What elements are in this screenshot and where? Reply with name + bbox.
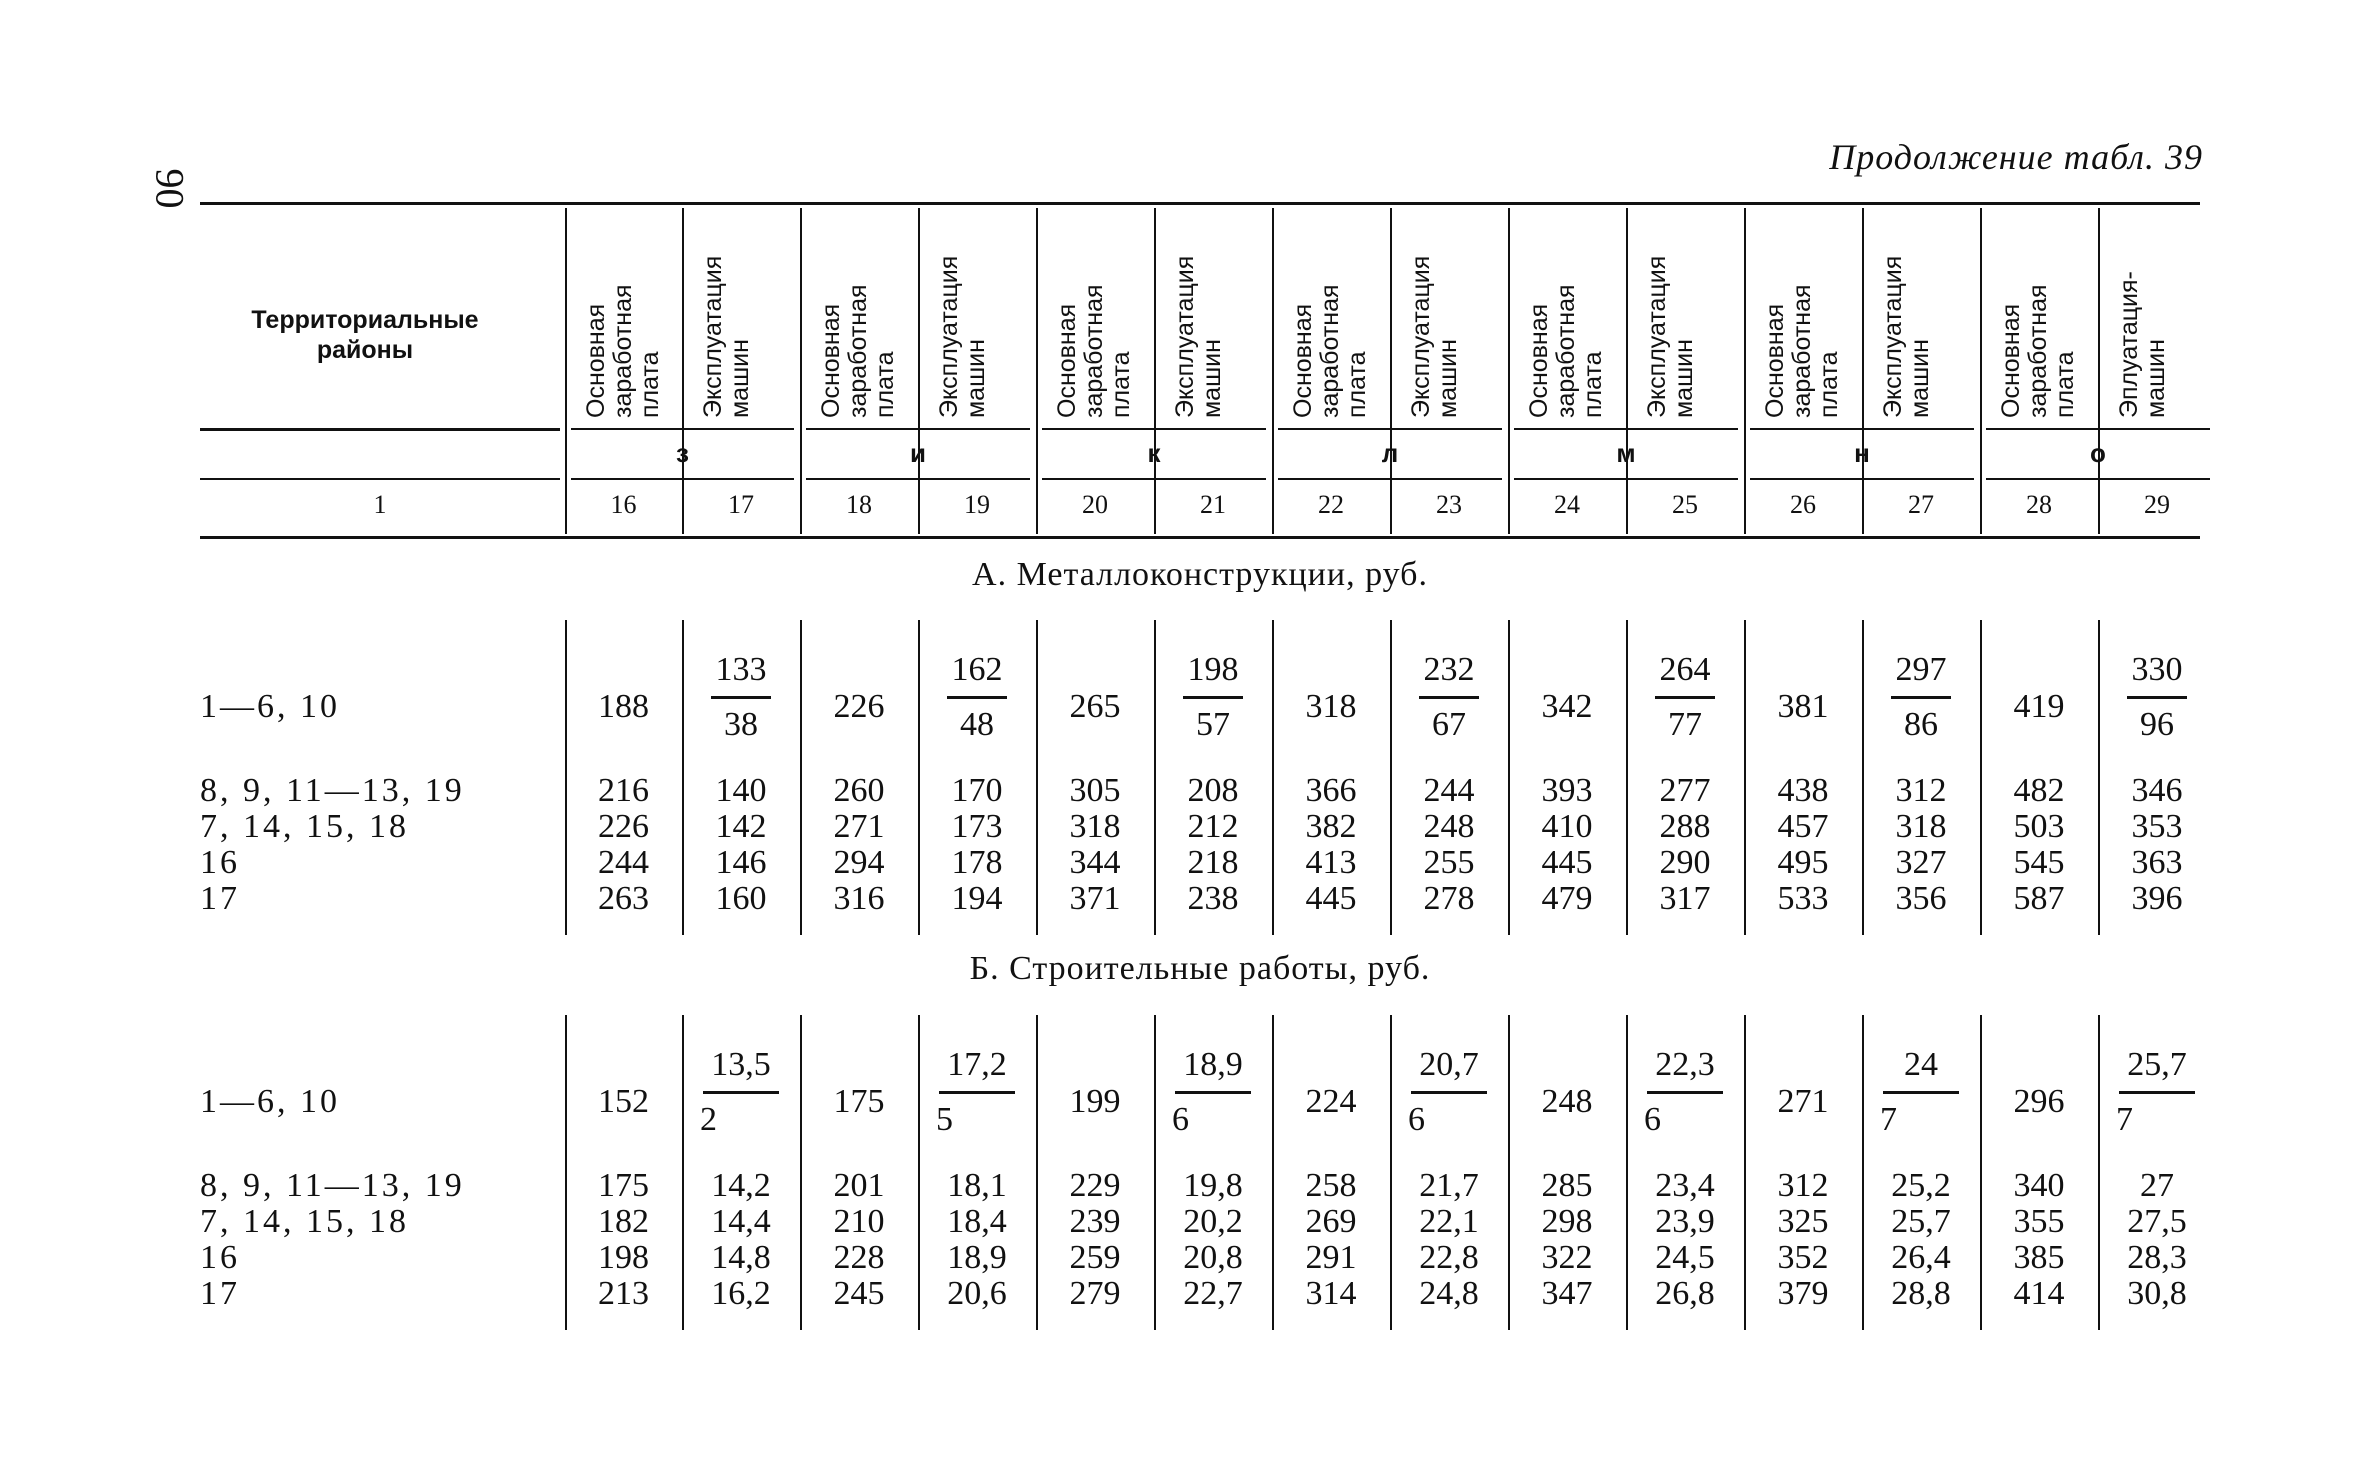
row-label: 16 bbox=[200, 844, 240, 881]
fraction-numerator: 297 bbox=[1895, 651, 1947, 688]
fraction-cell bbox=[1394, 648, 1504, 747]
fraction-cell bbox=[686, 1043, 796, 1142]
column-number: 23 bbox=[1436, 490, 1462, 519]
table-cell: 152 bbox=[598, 1083, 649, 1120]
fraction-numerator: 25,7 bbox=[2127, 1046, 2187, 1083]
column-number: 26 bbox=[1790, 490, 1816, 519]
number-row-rule bbox=[200, 478, 560, 480]
table-cell: 170 bbox=[951, 772, 1003, 809]
wage-column-label: Основная заработная плата bbox=[1761, 284, 1843, 418]
table-cell: 379 bbox=[1777, 1275, 1829, 1312]
body-column-divider bbox=[565, 620, 567, 935]
table-cell: 259 bbox=[1069, 1239, 1121, 1276]
fraction-denominator: 7 bbox=[2116, 1101, 2133, 1138]
wage-column-label: Основная заработная плата bbox=[582, 284, 664, 418]
top-rule bbox=[200, 202, 2200, 205]
fraction-denominator: 6 bbox=[1172, 1101, 1189, 1138]
group-letter: л bbox=[1381, 438, 1399, 468]
row-label: 17 bbox=[200, 880, 240, 917]
table-cell: 22,8 bbox=[1419, 1239, 1479, 1276]
row-label: 7, 14, 15, 18 bbox=[200, 808, 409, 845]
wage-column-label: Основная заработная плата bbox=[1289, 284, 1371, 418]
table-cell: 346 bbox=[2131, 772, 2183, 809]
table-cell: 245 bbox=[833, 1275, 885, 1312]
table-cell: 198 bbox=[598, 1239, 649, 1276]
section-title: А. Металлоконструкции, руб. bbox=[972, 556, 1428, 593]
fraction-cell bbox=[1158, 648, 1268, 747]
body-column-divider bbox=[800, 620, 802, 935]
table-cell: 366 bbox=[1305, 772, 1357, 809]
fraction-bar bbox=[1175, 1091, 1251, 1094]
fraction-bar bbox=[1883, 1091, 1959, 1094]
fraction-cell bbox=[1630, 1043, 1740, 1142]
fraction-denominator: 2 bbox=[700, 1101, 717, 1138]
fraction-denominator: 67 bbox=[1432, 706, 1466, 743]
header-column-divider bbox=[1390, 208, 1392, 534]
column-number: 28 bbox=[2026, 490, 2052, 519]
body-column-divider bbox=[682, 620, 684, 935]
body-column-divider bbox=[800, 1015, 802, 1330]
table-cell: 26,8 bbox=[1655, 1275, 1715, 1312]
fraction-bar bbox=[939, 1091, 1015, 1094]
group-rule bbox=[1514, 478, 1738, 480]
table-cell: 318 bbox=[1305, 688, 1357, 725]
body-column-divider bbox=[1626, 1015, 1628, 1330]
table-cell: 188 bbox=[598, 688, 649, 725]
body-column-divider bbox=[1390, 620, 1392, 935]
fraction-denominator: 57 bbox=[1196, 706, 1230, 743]
table-cell: 294 bbox=[833, 844, 885, 881]
table-cell: 438 bbox=[1777, 772, 1829, 809]
table-cell: 277 bbox=[1659, 772, 1711, 809]
table-cell: 16,2 bbox=[711, 1275, 771, 1312]
body-column-divider bbox=[918, 1015, 920, 1330]
table-cell: 224 bbox=[1305, 1083, 1357, 1120]
group-rule bbox=[571, 428, 794, 430]
fraction-cell bbox=[1866, 648, 1976, 747]
table-cell: 228 bbox=[833, 1239, 885, 1276]
group-letter: к bbox=[1147, 438, 1161, 468]
table-cell: 216 bbox=[598, 772, 649, 809]
group-letter: о bbox=[2090, 438, 2106, 468]
row-label: 8, 9, 11—13, 19 bbox=[200, 1167, 465, 1204]
body-column-divider bbox=[1980, 620, 1982, 935]
table-cell: 291 bbox=[1305, 1239, 1357, 1276]
fraction-cell bbox=[922, 1043, 1032, 1142]
group-letter: н bbox=[1854, 438, 1870, 468]
fraction-bar bbox=[1655, 696, 1715, 699]
header-column-divider bbox=[1744, 208, 1746, 534]
table-cell: 248 bbox=[1541, 1083, 1593, 1120]
table-cell: 26,4 bbox=[1891, 1239, 1951, 1276]
body-column-divider bbox=[682, 1015, 684, 1330]
fraction-numerator: 22,3 bbox=[1655, 1046, 1715, 1083]
table-cell: 533 bbox=[1777, 880, 1829, 917]
column-number: 22 bbox=[1318, 490, 1344, 519]
table-cell: 28,8 bbox=[1891, 1275, 1951, 1312]
group-rule bbox=[571, 478, 794, 480]
column-number: 18 bbox=[846, 490, 872, 519]
table-cell: 140 bbox=[715, 772, 767, 809]
table-cell: 314 bbox=[1305, 1275, 1357, 1312]
table-cell: 14,2 bbox=[711, 1167, 771, 1204]
header-column-divider bbox=[565, 208, 567, 534]
wage-column-label: Основная заработная плата bbox=[1053, 284, 1135, 418]
header-column-divider bbox=[1862, 208, 1864, 534]
body-column-divider bbox=[1862, 1015, 1864, 1330]
fraction-denominator: 77 bbox=[1668, 706, 1702, 743]
table-cell: 182 bbox=[598, 1203, 649, 1240]
fraction-numerator: 330 bbox=[2131, 651, 2183, 688]
fraction-denominator: 7 bbox=[1880, 1101, 1897, 1138]
table-cell: 445 bbox=[1305, 880, 1357, 917]
body-column-divider bbox=[918, 620, 920, 935]
fraction-denominator: 48 bbox=[960, 706, 994, 743]
table-cell: 347 bbox=[1541, 1275, 1593, 1312]
group-rule bbox=[1750, 428, 1974, 430]
table-cell: 178 bbox=[951, 844, 1003, 881]
fraction-numerator: 198 bbox=[1187, 651, 1239, 688]
row-label: 1—6, 10 bbox=[200, 1083, 340, 1120]
wage-column-label: Основная заработная плата bbox=[1525, 284, 1607, 418]
header-column-divider bbox=[682, 208, 684, 534]
table-cell: 27 bbox=[2140, 1167, 2174, 1204]
table-cell: 244 bbox=[1423, 772, 1475, 809]
machine-column-label: Эксплуатация машин bbox=[935, 255, 990, 418]
table-cell: 356 bbox=[1895, 880, 1947, 917]
fraction-bar bbox=[1647, 1091, 1723, 1094]
header-column-divider bbox=[1272, 208, 1274, 534]
header-column-divider bbox=[1508, 208, 1510, 534]
table-cell: 413 bbox=[1305, 844, 1357, 881]
group-rule bbox=[806, 428, 1030, 430]
body-column-divider bbox=[1272, 620, 1274, 935]
table-cell: 312 bbox=[1895, 772, 1947, 809]
table-cell: 255 bbox=[1423, 844, 1475, 881]
fraction-numerator: 24 bbox=[1904, 1046, 1938, 1083]
fraction-denominator: 86 bbox=[1904, 706, 1938, 743]
fraction-denominator: 6 bbox=[1408, 1101, 1425, 1138]
body-column-divider bbox=[1390, 1015, 1392, 1330]
body-column-divider bbox=[1744, 620, 1746, 935]
row-label: 8, 9, 11—13, 19 bbox=[200, 772, 465, 809]
fraction-cell bbox=[2102, 1043, 2212, 1142]
table-cell: 271 bbox=[833, 808, 885, 845]
table-cell: 353 bbox=[2131, 808, 2183, 845]
column-number: 27 bbox=[1908, 490, 1934, 519]
table-cell: 393 bbox=[1541, 772, 1593, 809]
table-cell: 175 bbox=[598, 1167, 649, 1204]
body-column-divider bbox=[1036, 1015, 1038, 1330]
column-number: 24 bbox=[1554, 490, 1580, 519]
table-cell: 212 bbox=[1187, 808, 1239, 845]
table-cell: 21,7 bbox=[1419, 1167, 1479, 1204]
table-cell: 545 bbox=[2013, 844, 2065, 881]
table-cell: 23,4 bbox=[1655, 1167, 1715, 1204]
table-cell: 363 bbox=[2131, 844, 2183, 881]
body-column-divider bbox=[1036, 620, 1038, 935]
header-column-divider bbox=[1154, 208, 1156, 534]
table-cell: 482 bbox=[2013, 772, 2065, 809]
table-cell: 14,4 bbox=[711, 1203, 771, 1240]
group-rule bbox=[1042, 478, 1266, 480]
machine-column-label: Эксплуатация машин bbox=[1879, 255, 1934, 418]
table-cell: 248 bbox=[1423, 808, 1475, 845]
column-number: 20 bbox=[1082, 490, 1108, 519]
group-rule bbox=[1514, 428, 1738, 430]
table-cell: 382 bbox=[1305, 808, 1357, 845]
body-column-divider bbox=[1508, 1015, 1510, 1330]
fraction-bar bbox=[2127, 696, 2187, 699]
table-cell: 210 bbox=[833, 1203, 885, 1240]
table-cell: 218 bbox=[1187, 844, 1239, 881]
fraction-denominator: 96 bbox=[2140, 706, 2174, 743]
table-cell: 22,1 bbox=[1419, 1203, 1479, 1240]
machine-column-label: Эксплуатация машин bbox=[699, 255, 754, 418]
fraction-numerator: 162 bbox=[951, 651, 1003, 688]
fraction-cell bbox=[1866, 1043, 1976, 1142]
body-column-divider bbox=[1272, 1015, 1274, 1330]
spacer bbox=[200, 428, 560, 431]
table-cell: 175 bbox=[833, 1083, 885, 1120]
table-cell: 25,7 bbox=[1891, 1203, 1951, 1240]
table-cell: 24,5 bbox=[1655, 1239, 1715, 1276]
section-title: Б. Строительные работы, руб. bbox=[969, 950, 1431, 987]
table-cell: 18,4 bbox=[947, 1203, 1007, 1240]
group-rule bbox=[1986, 428, 2210, 430]
column-number: 21 bbox=[1200, 490, 1226, 519]
table-cell: 290 bbox=[1659, 844, 1711, 881]
row-label: 7, 14, 15, 18 bbox=[200, 1203, 409, 1240]
table-cell: 479 bbox=[1541, 880, 1593, 917]
header-column-divider bbox=[1036, 208, 1038, 534]
header-column-divider bbox=[800, 208, 802, 534]
table-cell: 318 bbox=[1069, 808, 1121, 845]
body-column-divider bbox=[1154, 620, 1156, 935]
table-cell: 342 bbox=[1541, 688, 1593, 725]
table-cell: 27,5 bbox=[2127, 1203, 2187, 1240]
fraction-bar bbox=[2119, 1091, 2195, 1094]
table-cell: 30,8 bbox=[2127, 1275, 2187, 1312]
header-bottom-rule bbox=[200, 536, 2200, 539]
fraction-numerator: 133 bbox=[715, 651, 767, 688]
table-cell: 371 bbox=[1069, 880, 1121, 917]
body-column-divider bbox=[565, 1015, 567, 1330]
table-caption: Продолжение табл. 39 bbox=[1829, 137, 2203, 177]
table-cell: 258 bbox=[1305, 1167, 1357, 1204]
table-cell: 146 bbox=[715, 844, 767, 881]
column-number: 17 bbox=[728, 490, 754, 519]
body-column-divider bbox=[2098, 1015, 2100, 1330]
machine-column-label: Эплуатация- машин bbox=[2115, 271, 2170, 418]
table-cell: 160 bbox=[715, 880, 767, 917]
body-column-divider bbox=[1980, 1015, 1982, 1330]
table-cell: 23,9 bbox=[1655, 1203, 1715, 1240]
table-cell: 25,2 bbox=[1891, 1167, 1951, 1204]
table-cell: 385 bbox=[2013, 1239, 2065, 1276]
body-column-divider bbox=[1508, 620, 1510, 935]
table-cell: 410 bbox=[1541, 808, 1593, 845]
row-label: 1—6, 10 bbox=[200, 688, 340, 725]
fraction-bar bbox=[1183, 696, 1243, 699]
column-number: 25 bbox=[1672, 490, 1698, 519]
header-column-divider bbox=[1626, 208, 1628, 534]
table-cell: 285 bbox=[1541, 1167, 1593, 1204]
table-cell: 445 bbox=[1541, 844, 1593, 881]
table-cell: 317 bbox=[1659, 880, 1711, 917]
fraction-bar bbox=[1411, 1091, 1487, 1094]
body-column-divider bbox=[1154, 1015, 1156, 1330]
table-cell: 278 bbox=[1423, 880, 1475, 917]
fraction-cell bbox=[1158, 1043, 1268, 1142]
group-rule bbox=[1042, 428, 1266, 430]
table-cell: 322 bbox=[1541, 1239, 1593, 1276]
table-cell: 142 bbox=[715, 808, 767, 845]
table-cell: 352 bbox=[1777, 1239, 1829, 1276]
table-cell: 381 bbox=[1777, 688, 1829, 725]
fraction-numerator: 232 bbox=[1423, 651, 1475, 688]
table-cell: 226 bbox=[598, 808, 649, 845]
table-cell: 269 bbox=[1305, 1203, 1357, 1240]
table-cell: 325 bbox=[1777, 1203, 1829, 1240]
table-cell: 20,6 bbox=[947, 1275, 1007, 1312]
table-cell: 239 bbox=[1069, 1203, 1121, 1240]
header-column-divider bbox=[2098, 208, 2100, 534]
table-cell: 396 bbox=[2131, 880, 2183, 917]
fraction-bar bbox=[1419, 696, 1479, 699]
table-cell: 22,7 bbox=[1183, 1275, 1243, 1312]
body-column-divider bbox=[2098, 620, 2100, 935]
body-column-divider bbox=[1862, 620, 1864, 935]
page-number: 90 bbox=[147, 168, 193, 209]
header-column-divider bbox=[1980, 208, 1982, 534]
table-cell: 208 bbox=[1187, 772, 1239, 809]
table-cell: 244 bbox=[598, 844, 649, 881]
row-label: 16 bbox=[200, 1239, 240, 1276]
table-cell: 495 bbox=[1777, 844, 1829, 881]
fraction-numerator: 264 bbox=[1659, 651, 1711, 688]
table-cell: 28,3 bbox=[2127, 1239, 2187, 1276]
fraction-numerator: 13,5 bbox=[711, 1046, 771, 1083]
table-cell: 18,9 bbox=[947, 1239, 1007, 1276]
table-cell: 19,8 bbox=[1183, 1167, 1243, 1204]
body-column-divider bbox=[1626, 620, 1628, 935]
group-letter: и bbox=[910, 438, 926, 468]
table-cell: 298 bbox=[1541, 1203, 1593, 1240]
machine-column-label: Эксплуатация машин bbox=[1171, 255, 1226, 418]
group-rule bbox=[806, 478, 1030, 480]
fraction-cell bbox=[2102, 648, 2212, 747]
group-rule bbox=[1278, 478, 1502, 480]
table-cell: 355 bbox=[2013, 1203, 2065, 1240]
fraction-denominator: 6 bbox=[1644, 1101, 1661, 1138]
table-cell: 414 bbox=[2013, 1275, 2065, 1312]
table-cell: 24,8 bbox=[1419, 1275, 1479, 1312]
table-cell: 18,1 bbox=[947, 1167, 1007, 1204]
body-column-divider bbox=[1744, 1015, 1746, 1330]
fraction-cell bbox=[1630, 648, 1740, 747]
table-cell: 587 bbox=[2013, 880, 2065, 917]
group-letter: м bbox=[1616, 438, 1636, 468]
table-cell: 238 bbox=[1187, 880, 1239, 917]
table-cell: 20,2 bbox=[1183, 1203, 1243, 1240]
table-cell: 305 bbox=[1069, 772, 1121, 809]
table-cell: 229 bbox=[1069, 1167, 1121, 1204]
header-col1-title: Территориальные районы bbox=[251, 306, 479, 364]
wage-column-label: Основная заработная плата bbox=[1997, 284, 2079, 418]
machine-column-label: Эксплуатация машин bbox=[1643, 255, 1698, 418]
row-label: 17 bbox=[200, 1275, 240, 1312]
table-cell: 213 bbox=[598, 1275, 649, 1312]
column-number: 1 bbox=[373, 490, 387, 519]
table-cell: 20,8 bbox=[1183, 1239, 1243, 1276]
table-cell: 201 bbox=[833, 1167, 885, 1204]
table-cell: 419 bbox=[2013, 688, 2065, 725]
table-cell: 263 bbox=[598, 880, 649, 917]
table-cell: 316 bbox=[833, 880, 885, 917]
table-cell: 226 bbox=[833, 688, 885, 725]
fraction-numerator: 20,7 bbox=[1419, 1046, 1479, 1083]
table-cell: 503 bbox=[2013, 808, 2065, 845]
fraction-numerator: 18,9 bbox=[1183, 1046, 1243, 1083]
fraction-bar bbox=[711, 696, 771, 699]
column-number: 29 bbox=[2144, 490, 2170, 519]
table-cell: 194 bbox=[951, 880, 1003, 917]
table-cell: 260 bbox=[833, 772, 885, 809]
group-rule bbox=[1278, 428, 1502, 430]
column-number: 16 bbox=[610, 490, 637, 519]
fraction-cell bbox=[1394, 1043, 1504, 1142]
fraction-denominator: 38 bbox=[724, 706, 758, 743]
fraction-cell bbox=[686, 648, 796, 747]
fraction-cell bbox=[922, 648, 1032, 747]
table-cell: 457 bbox=[1777, 808, 1829, 845]
group-rule bbox=[1986, 478, 2210, 480]
group-rule bbox=[1750, 478, 1974, 480]
table-cell: 199 bbox=[1069, 1083, 1121, 1120]
table-cell: 271 bbox=[1777, 1083, 1829, 1120]
machine-column-label: Эксплуатация машин bbox=[1407, 255, 1462, 418]
wage-column-label: Основная заработная плата bbox=[817, 284, 899, 418]
fraction-numerator: 17,2 bbox=[947, 1046, 1007, 1083]
header-column-divider bbox=[918, 208, 920, 534]
fraction-bar bbox=[947, 696, 1007, 699]
column-number: 19 bbox=[964, 490, 990, 519]
table-cell: 288 bbox=[1659, 808, 1711, 845]
table-cell: 344 bbox=[1069, 844, 1121, 881]
table-cell: 296 bbox=[2013, 1083, 2065, 1120]
group-letter: з bbox=[676, 438, 689, 468]
table-cell: 340 bbox=[2013, 1167, 2065, 1204]
table-cell: 327 bbox=[1895, 844, 1947, 881]
table-cell: 312 bbox=[1777, 1167, 1829, 1204]
table-cell: 318 bbox=[1895, 808, 1947, 845]
table-cell: 173 bbox=[951, 808, 1003, 845]
fraction-bar bbox=[703, 1091, 779, 1094]
fraction-denominator: 5 bbox=[936, 1101, 953, 1138]
table-cell: 14,8 bbox=[711, 1239, 771, 1276]
table-cell: 265 bbox=[1069, 688, 1121, 725]
fraction-bar bbox=[1891, 696, 1951, 699]
table-cell: 279 bbox=[1069, 1275, 1121, 1312]
